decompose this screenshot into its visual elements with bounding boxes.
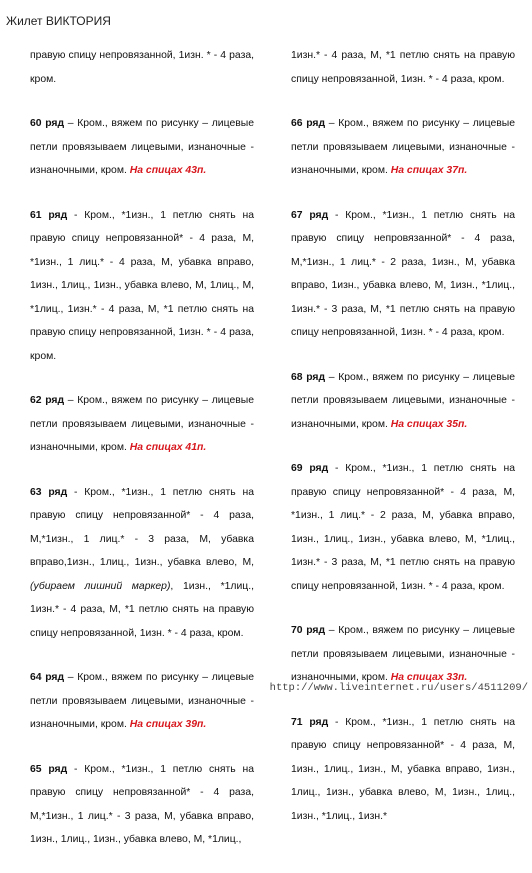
left-column	[30, 44, 254, 873]
row-instruction	[30, 481, 254, 646]
instruction-text: 1изн.* - 4 раза, М, *1 петлю снять на правую спицу непровязанной, 1изн. * - 4 раза, кром.	[291, 50, 515, 85]
row-number: 65 ряд	[30, 763, 68, 775]
instruction-text: – Кром., вяжем по рисунку – лицевые петли провязываем лицевыми, изнаночные - изнаночными, кром.	[30, 118, 254, 176]
row-number: 61 ряд	[30, 209, 68, 221]
document-title: Жилет ВИКТОРИЯ	[6, 14, 111, 28]
row-number: 62 ряд	[30, 395, 65, 406]
stitch-count: На спицах 37п.	[390, 165, 468, 176]
row-instruction	[291, 619, 515, 690]
instruction-text: - Кром., *1изн., 1 петлю снять на правую спицу непровязанной* - 4 раза, М,*1изн., 1 лиц.* - 2 раза, 1изн., М, убавка вправо, 1изн., убавка влево, М, 1изн., *1лиц., 1изн.* - 3 раза, М, *1 петлю снять на правую спицу непровязанной, 1изн. * - 4 раза, кром.	[291, 209, 515, 338]
row-instruction	[30, 112, 254, 183]
row-instruction	[291, 112, 515, 183]
row-number: 68 ряд	[291, 371, 326, 383]
row-instruction	[291, 366, 515, 437]
instruction-text: - Кром., *1изн., 1 петлю снять на правую спицу непровязанной* - 4 раза, М,*1изн., 1 лиц.* - 3 раза, М, убавка вправо, 1изн., 1лиц., 1изн., убавка влево, М, *1лиц.,	[30, 763, 254, 845]
instruction-text: - Кром., *1изн., 1 петлю снять на правую спицу непровязанной* - 4 раза, М, 1изн., 1лиц., 1изн., М, убавка вправо, 1изн., 1лиц., 1изн., убавка влево, М, 1изн., 1лиц., 1изн., *1лиц., 1изн.*	[291, 716, 515, 822]
row-instruction	[30, 758, 254, 852]
row-number: 66 ряд	[291, 118, 326, 129]
instruction-text: – Кром., вяжем по рисунку – лицевые петли провязываем лицевыми, изнаночные - изнаночными, кром.	[291, 118, 515, 176]
instruction-text: – Кром., вяжем по рисунку – лицевые петли провязываем лицевыми, изнаночные - изнаночными, кром.	[30, 672, 254, 730]
row-number: 71 ряд	[291, 716, 329, 728]
instruction-text: - Кром., *1изн., 1 петлю снять на правую спицу непровязанной* - 4 раза, М,*1изн., 1 лиц.* - 3 раза, М, убавка вправо,1изн., 1лиц., 1изн., убавка влево, М,	[30, 486, 254, 568]
row-instruction	[291, 204, 515, 345]
instruction-text: , 1изн., *1лиц., 1изн.* - 4 раза, М, *1 петлю снять на правую спицу непровязанной, 1изн. * - 4 раза, кром.	[30, 580, 254, 639]
instruction-text: – Кром., вяжем по рисунку – лицевые петли провязываем лицевыми, изнаночные - изнаночными, кром.	[291, 625, 515, 683]
right-column	[291, 44, 515, 849]
row-number: 63 ряд	[30, 486, 68, 498]
row-number: 64 ряд	[30, 672, 65, 683]
stitch-count: На спицах 43п.	[129, 165, 207, 176]
instruction-text: - Кром., *1изн., 1 петлю снять на правую спицу непровязанной* - 4 раза, М, *1изн., 1 лиц.* - 4 раза, М, убавка вправо, 1изн., 1лиц., 1изн., убавка влево, М, 1лиц., М, *1лиц., 1изн.* - 4 раза, М, *1 петлю снять на правую спицу непровязанной, 1изн. * - 4 раза, кром.	[30, 209, 254, 362]
row-instruction	[30, 389, 254, 460]
row-instruction	[291, 457, 515, 598]
stitch-count: На спицах 39п.	[129, 719, 207, 730]
continued-instruction	[291, 44, 515, 91]
stitch-count: На спицах 33п.	[390, 672, 468, 683]
row-instruction	[30, 666, 254, 737]
instruction-text: – Кром., вяжем по рисунку – лицевые петли провязываем лицевыми, изнаночные - изнаночными, кром.	[291, 371, 515, 430]
italic-note: (убираем лишний маркер)	[30, 580, 171, 592]
stitch-count: На спицах 41п.	[129, 442, 207, 453]
row-instruction	[30, 204, 254, 369]
row-instruction	[291, 711, 515, 829]
row-number: 60 ряд	[30, 118, 65, 129]
row-number: 69 ряд	[291, 463, 329, 474]
continued-instruction	[30, 44, 254, 91]
stitch-count: На спицах 35п.	[390, 418, 468, 430]
source-url: http://www.liveinternet.ru/users/4511209/	[269, 682, 528, 694]
instruction-text: - Кром., *1изн., 1 петлю снять на правую спицу непровязанной* - 4 раза, М, *1изн., 1 лиц.* - 2 раза, М, убавка вправо, 1изн., 1лиц., 1изн., убавка влево, М, *1лиц., 1изн.* - 3 раза, М, *1 петлю снять на правую спицу непровязанной, 1изн. * - 4 раза, кром.	[291, 463, 515, 592]
row-number: 70 ряд	[291, 625, 326, 636]
row-number: 67 ряд	[291, 209, 329, 221]
instruction-text: – Кром., вяжем по рисунку – лицевые петли провязываем лицевыми, изнаночные - изнаночными, кром.	[30, 395, 254, 453]
instruction-text: правую спицу непровязанной, 1изн. * - 4 раза, кром.	[30, 50, 254, 85]
